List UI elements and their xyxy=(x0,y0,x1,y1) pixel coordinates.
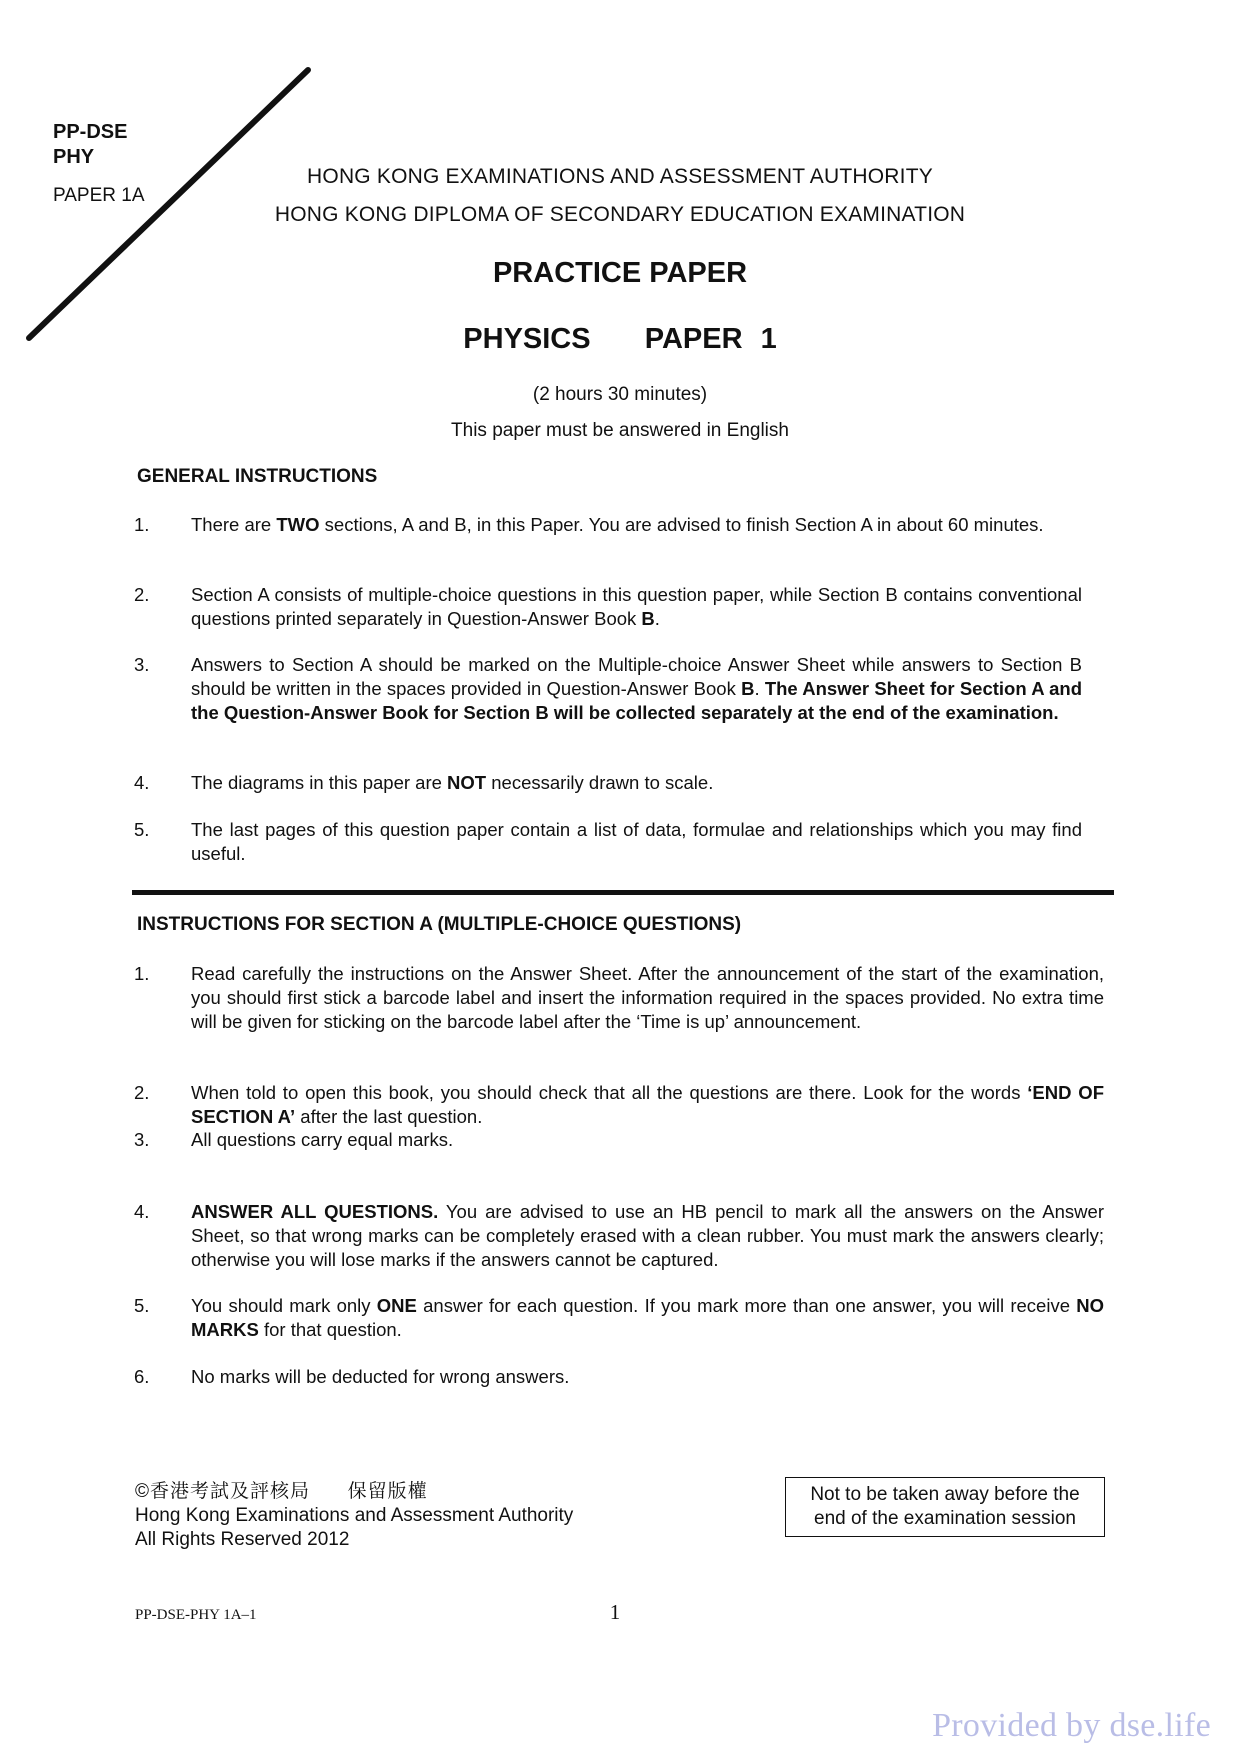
subject-title: PHYSICS PAPER 1 xyxy=(463,323,777,355)
instruction-number: 5. xyxy=(134,1295,150,1316)
instruction-number: 5. xyxy=(134,819,150,840)
instruction-emphasis: NO MARKS xyxy=(191,1295,1104,1340)
instruction-fragment: There are xyxy=(191,514,277,535)
instruction-number: 3. xyxy=(134,1129,150,1150)
section-divider xyxy=(132,890,1114,895)
instruction-fragment: You are advised to use an HB pencil to mark all the answers on the Answer Sheet, so that wrong marks can be completely erased with a clean rubber. You must mark the answers clearly; otherwise you will lose marks if the answers cannot be captured. xyxy=(191,1201,1104,1270)
notice-box xyxy=(785,1477,1105,1537)
instruction-fragment: answer for each question. If you mark more than one answer, you will receive xyxy=(416,1295,1077,1316)
instruction-fragment: You should mark only xyxy=(191,1295,377,1316)
instruction-fragment: The diagrams in this paper are xyxy=(191,772,448,793)
instruction-fragment: When told to open this book, you should check that all the questions are there. Look for the words xyxy=(191,1082,1028,1103)
instruction-text xyxy=(191,1200,1104,1272)
instruction-number: 6. xyxy=(134,1366,150,1387)
instruction-number: 4. xyxy=(134,772,150,793)
instruction-number: 2. xyxy=(134,1082,150,1103)
instruction-emphasis: B xyxy=(741,678,755,699)
instruction-text xyxy=(191,1294,1104,1342)
instruction-number: 3. xyxy=(134,654,150,675)
instruction-fragment: sections, A and B, in this Paper. You are advised to finish Section A in about 60 minutes. xyxy=(319,514,1044,535)
language-note: This paper must be answered in English xyxy=(451,420,789,441)
instruction-emphasis: ANSWER ALL QUESTIONS. xyxy=(191,1201,439,1222)
instruction-fragment: The last pages of this question paper contain a list of data, formulae and relationships which you may find useful. xyxy=(191,819,1082,864)
instruction-text xyxy=(191,653,1082,725)
instruction-number: 1. xyxy=(134,963,150,984)
paper-code-line1: PP-DSE xyxy=(53,121,128,143)
page-code: PP-DSE-PHY 1A–1 xyxy=(135,1607,257,1623)
instruction-number: 1. xyxy=(134,514,150,535)
instruction-emphasis: TWO xyxy=(276,514,320,535)
instruction-text xyxy=(191,1365,1104,1389)
notice-line2: end of the examination session xyxy=(814,1508,1076,1529)
paper-code xyxy=(53,120,127,170)
instruction-emphasis: ONE xyxy=(376,1295,417,1316)
instruction-text xyxy=(191,1128,1104,1152)
instruction-text xyxy=(191,583,1082,631)
instruction-number: 4. xyxy=(134,1201,150,1222)
instruction-emphasis: ‘END OF SECTION A’ xyxy=(191,1082,1104,1127)
duration-text: (2 hours 30 minutes) xyxy=(532,384,708,405)
copyright-block xyxy=(135,1480,573,1552)
copyright-chinese: ©香港考試及評核局 保留版權 xyxy=(135,1481,428,1502)
instruction-fragment: for that question. xyxy=(258,1319,402,1340)
notice-line1: Not to be taken away before the xyxy=(810,1484,1080,1505)
instruction-fragment: All questions carry equal marks. xyxy=(191,1129,454,1150)
instruction-text xyxy=(191,513,1082,537)
instruction-number: 2. xyxy=(134,584,150,605)
instruction-fragment: necessarily drawn to scale. xyxy=(486,772,714,793)
page-title: PRACTICE PAPER xyxy=(492,257,748,289)
paper-code-line2: PHY xyxy=(53,146,95,168)
copyright-english: Hong Kong Examinations and Assessment Authority xyxy=(135,1505,574,1526)
instruction-emphasis: B xyxy=(641,608,655,629)
instruction-fragment: Answers to Section A should be marked on the Multiple-choice Answer Sheet while answers to Section B should be written in the spaces provided in Question-Answer Book xyxy=(191,654,1082,699)
watermark-link[interactable]: Provided by dse.life xyxy=(932,1707,1211,1744)
instruction-fragment: No marks will be deducted for wrong answers. xyxy=(191,1366,570,1387)
general-instructions-heading: GENERAL INSTRUCTIONS xyxy=(137,466,378,487)
paper-label: PAPER 1A xyxy=(53,185,145,206)
page-number: 1 xyxy=(609,1600,621,1624)
exam-name: HONG KONG DIPLOMA OF SECONDARY EDUCATION EXAMINATION xyxy=(274,203,966,226)
instruction-emphasis: NOT xyxy=(447,772,487,793)
instruction-text xyxy=(191,771,1082,795)
instruction-fragment: after the last question. xyxy=(295,1106,483,1127)
instruction-text xyxy=(191,962,1104,1034)
instruction-fragment: Read carefully the instructions on the Answer Sheet. After the announcement of the start of the examination, you should first stick a barcode label and insert the information required in the spaces provided. No extra time will be given for sticking on the barcode label after the ‘Time is up’ announcement. xyxy=(191,963,1104,1032)
authority-name: HONG KONG EXAMINATIONS AND ASSESSMENT AUTHORITY xyxy=(307,165,933,188)
section-a-heading: INSTRUCTIONS FOR SECTION A (MULTIPLE-CHOICE QUESTIONS) xyxy=(137,914,742,935)
instruction-fragment: . xyxy=(754,678,765,699)
instruction-fragment: Section A consists of multiple-choice questions in this question paper, while Section B contains conventional questions printed separately in Question-Answer Book xyxy=(191,584,1082,629)
instruction-fragment: . xyxy=(654,608,660,629)
instruction-emphasis: The Answer Sheet for Section A and the Question-Answer Book for Section B will be collected separately at the end of the examination. xyxy=(191,678,1082,723)
rights-reserved: All Rights Reserved 2012 xyxy=(135,1529,350,1550)
instruction-text xyxy=(191,1081,1104,1129)
instruction-text xyxy=(191,818,1082,866)
